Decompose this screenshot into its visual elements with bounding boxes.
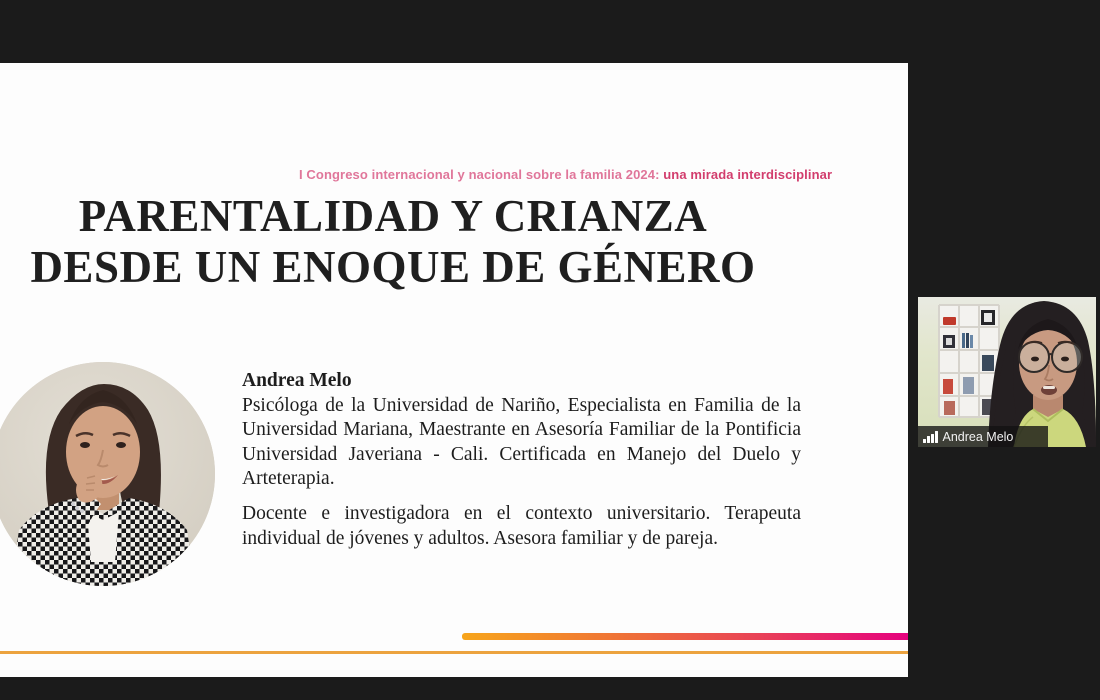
slide-accent-thin-line: [0, 651, 908, 654]
congress-header: [299, 167, 879, 182]
slide-title-line2: DESDE UN ENOQUE DE GÉNERO: [30, 242, 756, 292]
participant-video-tile[interactable]: [918, 297, 1096, 447]
slide-title-line1: PARENTALIDAD Y CRIANZA: [78, 191, 708, 241]
speaker-photo: [0, 362, 215, 586]
speaker-bio: [242, 369, 801, 551]
congress-header-bold: una mirada interdisciplinar: [663, 167, 833, 182]
speaker-portrait-illustration: [0, 362, 215, 586]
congress-header-regular: I Congreso internacional y nacional sobre la familia 2024:: [299, 167, 664, 182]
participant-name-tag: [918, 426, 1048, 447]
shared-screen-slide: [0, 63, 908, 677]
speaker-bio-paragraph-2: Docente e investigadora en el contexto universitario. Terapeuta individual de jóvenes y adultos. Asesora familiar y de pareja.: [242, 502, 801, 549]
participant-video-frame: [918, 297, 1096, 447]
signal-bars-icon: [923, 431, 938, 443]
slide-accent-gradient-bar: [462, 633, 908, 640]
slide-title: [0, 191, 798, 293]
participant-name-label: Andrea Melo: [942, 429, 1014, 444]
speaker-name: Andrea Melo: [242, 370, 352, 391]
speaker-bio-paragraph-1: Psicóloga de la Universidad de Nariño, Especialista en Familia de la Universidad Mariana, Maestrante en Asesoría Familiar de la Pontificia Universidad Javeriana - Cali. Certificada en Manejo del Duelo y Arteterapia.: [242, 394, 801, 490]
